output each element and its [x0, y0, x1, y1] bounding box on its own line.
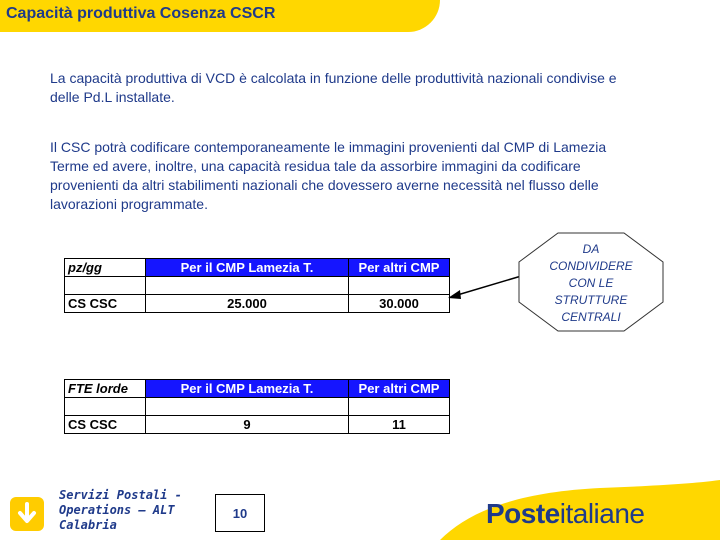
footer-company — [59, 488, 189, 533]
table-row — [65, 295, 450, 313]
posteitaliane-logo — [486, 498, 644, 530]
callout-line: DA — [582, 242, 600, 256]
table-row — [65, 380, 450, 398]
callout-arrow — [440, 270, 530, 310]
paragraph-capacity: La capacità produttiva di VCD è calcolata in funzione delle produttività nazionali condivise e delle Pd.L installate. — [50, 70, 617, 105]
table-corner-label: FTE lorde — [65, 380, 146, 398]
table-cell: 11 — [349, 416, 450, 434]
table-pz-gg — [64, 258, 450, 313]
footer-company-line: Calabria — [59, 518, 117, 532]
table-row — [65, 277, 450, 295]
callout-line: CENTRALI — [561, 310, 621, 324]
table-fte-lorde — [64, 379, 450, 434]
table-cell — [146, 398, 349, 416]
column-header: Per il CMP Lamezia T. — [146, 380, 349, 398]
logo-regular: italiane — [559, 498, 645, 529]
row-label: CS CSC — [65, 295, 146, 313]
footer-company-line: Operations – ALT — [59, 503, 175, 517]
table-cell — [349, 398, 450, 416]
table-corner-label: pz/gg — [65, 259, 146, 277]
table-cell: 9 — [146, 416, 349, 434]
callout-text — [518, 241, 664, 326]
callout-line: STRUTTURE — [554, 293, 628, 307]
callout-line: CONDIVIDERE — [549, 259, 633, 273]
column-header: Per altri CMP — [349, 259, 450, 277]
row-label: CS CSC — [65, 416, 146, 434]
table-cell — [65, 398, 146, 416]
table-cell: 25.000 — [146, 295, 349, 313]
table-row — [65, 398, 450, 416]
page-title: Capacità produttiva Cosenza CSCR — [6, 5, 276, 22]
table-cell — [65, 277, 146, 295]
title-band — [0, 0, 440, 32]
footer-company-line: Servizi Postali - — [59, 488, 182, 502]
table-row — [65, 416, 450, 434]
paragraph-csc: Il CSC potrà codificare contemporaneamente le immagini provenienti dal CMP di Lamezia Terme ed avere, inoltre, una capacità residua tale da assorbire immagini da codificare provenienti da altri stabilimenti nazionali che dovessero averne necessità nel flusso delle lavorazioni programmate. — [50, 139, 607, 212]
page-number: 10 — [215, 494, 265, 532]
table-cell: 30.000 — [349, 295, 450, 313]
table-cell — [146, 277, 349, 295]
logo-bold: Poste — [486, 498, 560, 529]
column-header: Per il CMP Lamezia T. — [146, 259, 349, 277]
callout-line: CON LE — [568, 276, 614, 290]
column-header: Per altri CMP — [349, 380, 450, 398]
table-cell — [349, 277, 450, 295]
arrow-down-icon — [10, 497, 44, 531]
table-row — [65, 259, 450, 277]
